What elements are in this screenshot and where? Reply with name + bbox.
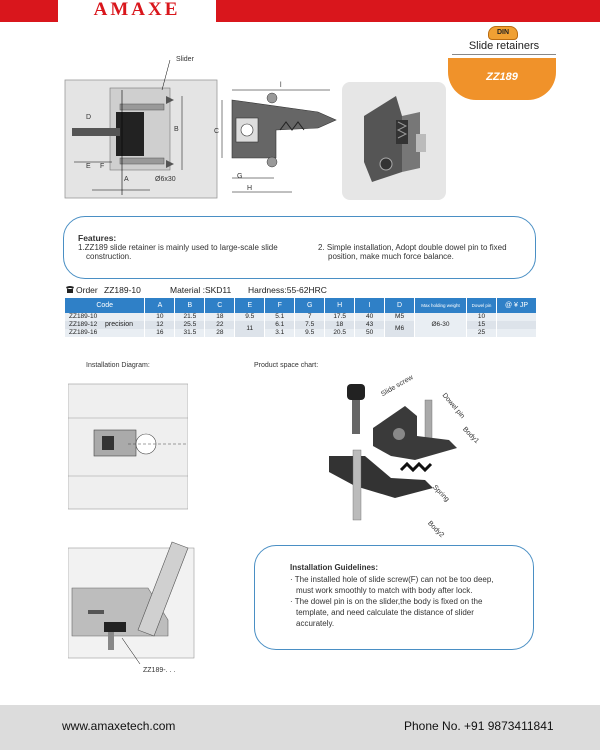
section-drawing bbox=[62, 50, 222, 208]
th-a: A bbox=[145, 298, 175, 313]
th-g: G bbox=[295, 298, 325, 313]
cell-max-weight: Ø6-30 bbox=[415, 313, 467, 337]
table-row bbox=[65, 313, 537, 321]
dim-h: H bbox=[247, 185, 253, 192]
guideline-2-cont: template, and need calculate the distance of slider bbox=[296, 608, 474, 617]
th-f: F bbox=[265, 298, 295, 313]
order-code: ZZ189-10 bbox=[104, 285, 141, 295]
slider-label: Slider bbox=[176, 56, 194, 63]
cell-b: 21.5 bbox=[175, 313, 205, 321]
label-body2: Body2 bbox=[426, 520, 446, 539]
catalog-title: Slide retainers bbox=[468, 40, 540, 52]
label-body1: Body1 bbox=[461, 426, 481, 445]
spec-table bbox=[65, 298, 537, 337]
cell-i: 40 bbox=[355, 313, 385, 321]
cell-a: 16 bbox=[145, 329, 175, 337]
cell-f: 5.1 bbox=[265, 313, 295, 321]
cell-d: M6 bbox=[385, 321, 415, 337]
installation-part-label: ZZ189-. . . bbox=[143, 667, 176, 674]
table-header-row bbox=[65, 298, 537, 313]
cell-code: ZZ189-10 bbox=[65, 313, 145, 321]
din-badge: DIN bbox=[488, 26, 518, 40]
dim-c: C bbox=[214, 128, 220, 135]
guideline-1-cont: must work smoothly to match with body after lock. bbox=[296, 586, 473, 595]
cell-code: ZZ189-16 bbox=[65, 329, 145, 337]
brand-logo: AMAXE bbox=[93, 0, 181, 20]
product-photo bbox=[342, 82, 446, 200]
dim-f: F bbox=[100, 163, 105, 170]
th-max-weight: Max holding weight bbox=[415, 298, 467, 313]
feature-2: 2. Simple installation, Adopt double dowel pin to fixed bbox=[318, 243, 507, 252]
cell-price bbox=[496, 313, 536, 321]
features-title: Features: bbox=[78, 233, 117, 243]
website-link[interactable]: www.amaxetech.com bbox=[62, 719, 176, 733]
label-slide-screw: Slide screw bbox=[380, 374, 415, 399]
cell-price bbox=[496, 329, 536, 337]
dim-d: D bbox=[86, 114, 92, 121]
cell-c: 22 bbox=[205, 321, 235, 329]
dim-e: E bbox=[86, 163, 91, 170]
cell-h: 17.5 bbox=[325, 313, 355, 321]
cell-e: 9.5 bbox=[235, 313, 265, 321]
cell-pin: 15 bbox=[466, 321, 496, 329]
th-e: E bbox=[235, 298, 265, 313]
dim-a: A bbox=[124, 176, 129, 183]
dim-g: G bbox=[237, 173, 243, 180]
cell-pin: 10 bbox=[466, 313, 496, 321]
dim-dowel: Ø6x30 bbox=[155, 176, 176, 183]
body-side-drawing bbox=[218, 78, 342, 200]
cell-a: 12 bbox=[145, 321, 175, 329]
th-dowel-pin: Dowel pin bbox=[466, 298, 496, 313]
cell-d: M5 bbox=[385, 313, 415, 321]
th-i: I bbox=[355, 298, 385, 313]
phone-number: Phone No. +91 9873411841 bbox=[404, 719, 554, 733]
cell-c: 28 bbox=[205, 329, 235, 337]
table-row bbox=[65, 329, 537, 337]
label-dowel-pin: Dowel pin bbox=[440, 392, 466, 421]
cell-price bbox=[496, 321, 536, 329]
th-b: B bbox=[175, 298, 205, 313]
cell-i: 43 bbox=[355, 321, 385, 329]
guidelines-title: Installation Guidelines: bbox=[290, 563, 379, 572]
cell-code-text: ZZ189-12 bbox=[69, 321, 98, 328]
cell-h: 18 bbox=[325, 321, 355, 329]
cell-f: 6.1 bbox=[265, 321, 295, 329]
installation-section-view bbox=[68, 528, 198, 668]
th-code: Code bbox=[65, 298, 145, 313]
th-h: H bbox=[325, 298, 355, 313]
cell-code bbox=[65, 321, 145, 329]
cell-h: 20.5 bbox=[325, 329, 355, 337]
th-price: @ ¥ JP bbox=[496, 298, 536, 313]
guideline-2-end: accurately. bbox=[296, 619, 335, 628]
title-divider bbox=[452, 54, 556, 55]
order-material: Material :SKD11 bbox=[170, 285, 232, 295]
dim-l: l bbox=[280, 82, 282, 89]
cell-g: 9.5 bbox=[295, 329, 325, 337]
guideline-1: · The installed hole of slide screw(F) can not be too deep, bbox=[290, 575, 494, 584]
th-c: C bbox=[205, 298, 235, 313]
cell-b: 25.5 bbox=[175, 321, 205, 329]
cell-f: 3.1 bbox=[265, 329, 295, 337]
dim-b: B bbox=[174, 126, 179, 133]
table-row bbox=[65, 321, 537, 329]
guideline-2: · The dowel pin is on the slider,the body is fixed on the bbox=[290, 597, 483, 606]
space-chart-title: Product space chart: bbox=[254, 362, 319, 369]
th-d: D bbox=[385, 298, 415, 313]
label-spring: Spring bbox=[431, 484, 451, 504]
feature-2-cont: position, make much force balance. bbox=[328, 252, 454, 261]
feature-1: 1.ZZ189 slide retainer is mainly used to large-scale slide bbox=[78, 243, 278, 252]
order-label: Order bbox=[76, 285, 98, 295]
product-code-tab: ZZ189 bbox=[448, 58, 556, 100]
installation-title: Installation Diagram: bbox=[86, 362, 150, 369]
cell-pin: 25 bbox=[466, 329, 496, 337]
installation-top-view bbox=[68, 378, 188, 518]
exploded-view bbox=[325, 378, 495, 536]
cell-g: 7 bbox=[295, 313, 325, 321]
cell-a: 10 bbox=[145, 313, 175, 321]
phone-icon bbox=[65, 285, 75, 294]
cell-i: 50 bbox=[355, 329, 385, 337]
cell-e: 11 bbox=[235, 321, 265, 337]
order-hardness: Hardness:55-62HRC bbox=[248, 285, 327, 295]
cell-b: 31.5 bbox=[175, 329, 205, 337]
cell-precision: precision bbox=[105, 321, 134, 328]
feature-1-cont: construction. bbox=[86, 252, 132, 261]
cell-g: 7.5 bbox=[295, 321, 325, 329]
cell-c: 18 bbox=[205, 313, 235, 321]
